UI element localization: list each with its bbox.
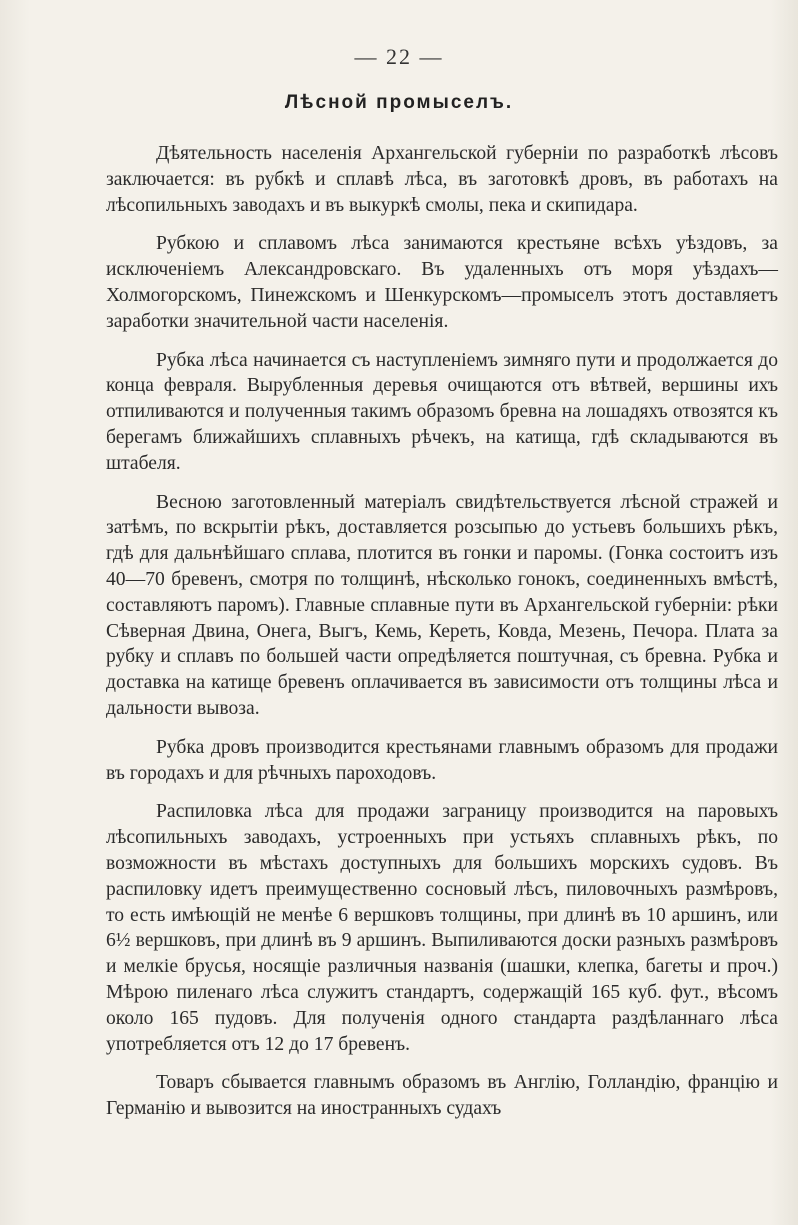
paragraph-firewood: Рубка дровъ производится крестьянами главнымъ образомъ для продажи въ городахъ и для рѣчныхъ пароходовъ.	[106, 736, 778, 784]
section-title: Лѣсной промыселъ.	[284, 92, 514, 113]
page-number: — 22 —	[354, 44, 444, 69]
paragraph-export: Товаръ сбывается главнымъ образомъ въ Англію, Голландію, францію и Германію и вывозится на иностранныхъ судахъ	[106, 1072, 778, 1120]
page-body	[106, 141, 778, 1122]
paragraph-felling: Рубка лѣса начинается съ наступленіемъ зимняго пути и продолжается до конца февраля. Вырубленныя деревья очищаются отъ вѣтвей, вершины ихъ отпиливаются и полученныя такимъ образомъ бревна на лошадяхъ отвозятся къ берегамъ ближайшихъ сплавныхъ рѣчекъ, на катища, гдѣ складываются въ штабеля.	[106, 349, 778, 474]
paragraph-logging-districts: Рубкою и сплавомъ лѣса занимаются крестьяне всѣхъ уѣздовъ, за исключеніемъ Александровскаго. Въ удаленныхъ отъ моря уѣздахъ—Холмогорскомъ, Пинежскомъ и Шенкурскомъ—промыселъ этотъ доставляетъ заработки значительной части населенія.	[106, 233, 778, 332]
paragraph-intro: Дѣятельность населенія Архангельской губерніи по разработкѣ лѣсовъ заключается: въ рубкѣ и сплавѣ лѣса, въ заготовкѣ дровъ, въ работахъ на лѣсопильныхъ заводахъ и въ выкуркѣ смолы, пека и скипидара.	[106, 143, 778, 216]
paragraph-sawmills: Распиловка лѣса для продажи заграницу производится на паровыхъ лѣсопильныхъ заводахъ, устроенныхъ при устьяхъ сплавныхъ рѣкъ, по возможности въ мѣстахъ доступныхъ для большихъ морскихъ судовъ. Въ распиловку идетъ преимущественно сосновый лѣсъ, пиловочныхъ размѣровъ, то есть имѣющій не менѣе 6 вершковъ толщины, при длинѣ въ 10 аршинъ, или 6½ вершковъ, при длинѣ въ 9 аршинъ. Выпиливаются доски разныхъ размѣровъ и мелкіе брусья, носящіе различныя названія (шашки, клепка, багеты и проч.) Мѣрою пиленаго лѣса служитъ стандартъ, содержащій 165 куб. фут., вѣсомъ около 165 пудовъ. Для полученія одного стандарта раздѣланнаго лѣса употребляется отъ 12 до 17 бревенъ.	[106, 801, 778, 1055]
paragraph-rafting: Весною заготовленный матеріалъ свидѣтельствуется лѣсной стражей и затѣмъ, по вскрытіи рѣкъ, доставляется розсыпью до устьевъ большихъ рѣкъ, гдѣ для дальнѣйшаго сплава, плотится въ гонки и паромы. (Гонка состоитъ изъ 40—70 бревенъ, смотря по толщинѣ, нѣсколько гонокъ, соединенныхъ вмѣстѣ, составляютъ паромъ). Главные сплавные пути въ Архангельской губерніи: рѣки Сѣверная Двина, Онега, Выгъ, Кемь, Кереть, Ковда, Мезень, Печора. Плата за рубку и сплавъ по большей части опредѣляется поштучная, съ бревна. Рубка и доставка на катище бревенъ оплачивается въ зависимости отъ толщины лѣса и дальности вывоза.	[106, 491, 778, 719]
